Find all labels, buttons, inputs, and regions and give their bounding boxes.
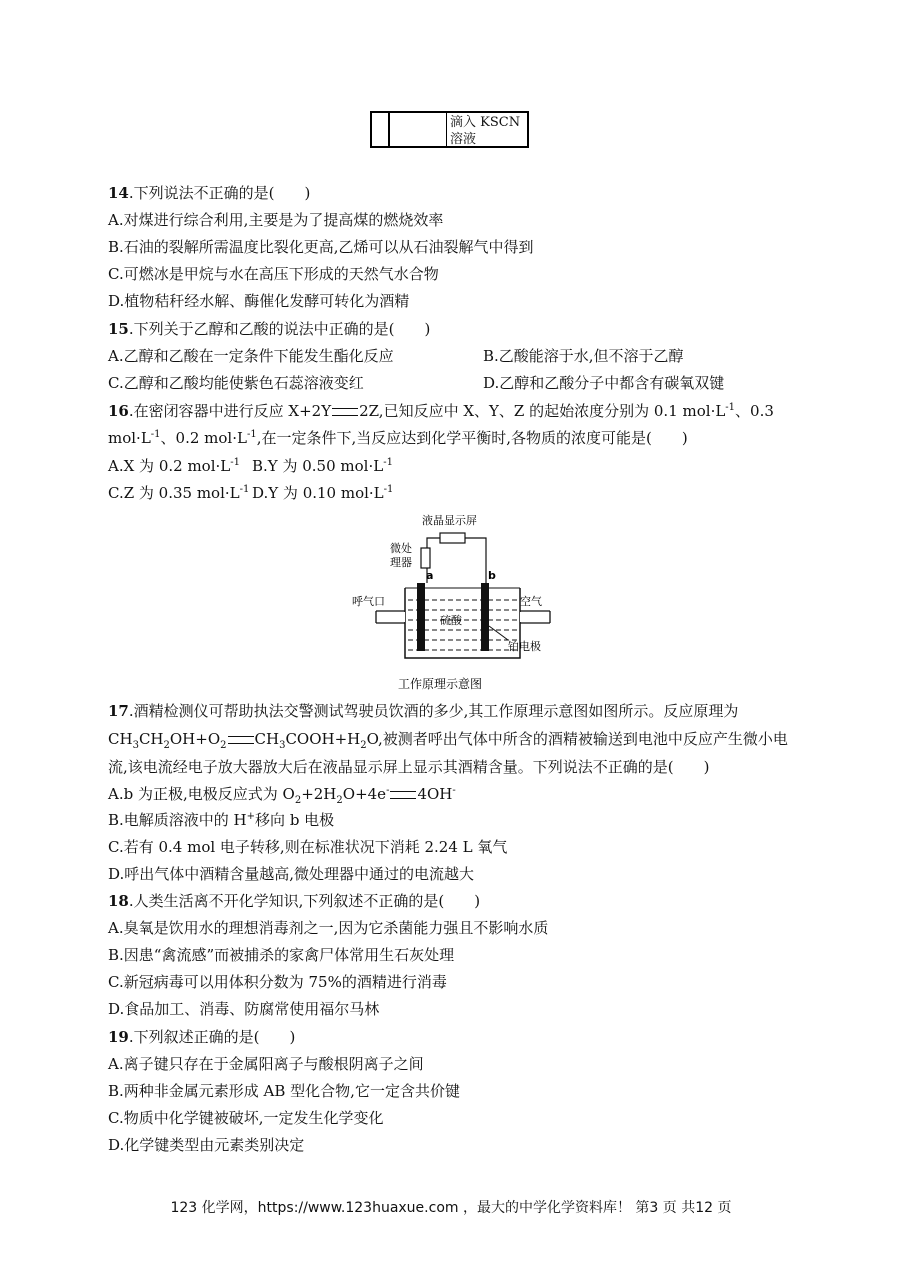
q18-option-b: B.因患“禽流感”而被捕杀的家禽尸体常用生石灰处理 [108, 946, 455, 964]
question-text: .人类生活离不开化学知识,下列叙述不正确的是( ) [128, 892, 481, 910]
q19-option-d: D.化学键类型由元素类别决定 [108, 1136, 305, 1154]
question-14-stem [108, 183, 310, 203]
table-cell-reagent [450, 114, 520, 148]
question-16-stem-line-1 [108, 401, 774, 421]
q17-b-text-2: 移向 b 电极 [255, 811, 335, 829]
q14-option-b: B.石油的裂解所需温度比裂化更高,乙烯可以从石油裂解气中得到 [108, 238, 534, 256]
question-19-stem [108, 1027, 295, 1047]
q17-a-text-1: A.b 为正极,电极反应式为 O [108, 785, 295, 803]
q14-option-a: A.对煤进行综合利用,主要是为了提高煤的燃烧效率 [108, 211, 444, 229]
q17-sup: - [386, 785, 390, 796]
table-cell-line-2: 溶液 [450, 132, 477, 147]
q17-a-text-3: O+4e [342, 785, 387, 803]
q17-sub: 3 [132, 740, 139, 751]
microprocessor-label-2: 理器 [390, 556, 412, 569]
q17-b-text-1: B.电解质溶液中的 H [108, 811, 247, 829]
q14-option-d: D.植物秸秆经水解、酶催化发酵可转化为酒精 [108, 292, 410, 310]
question-17-stem-line-3: 流,该电流经电子放大器放大后在液晶显示屏上显示其酒精含量。下列说法不正确的是( ) [108, 758, 710, 776]
q18-option-a: A.臭氧是饮用水的理想消毒剂之一,因为它杀菌能力强且不影响水质 [108, 919, 549, 937]
q17-sub: 2 [294, 795, 302, 806]
q17-sub: 2 [360, 740, 367, 751]
q17-formula-1: CH [108, 730, 133, 748]
q15-option-c: C.乙醇和乙酸均能使紫色石蕊溶液变红 [108, 374, 364, 392]
fuel-cell-diagram [340, 508, 580, 698]
air-label: 空气 [520, 595, 542, 608]
q14-option-c: C.可燃冰是甲烷与水在高压下形成的天然气水合物 [108, 265, 439, 283]
equals-arrow-icon [390, 791, 416, 799]
q19-option-b: B.两种非金属元素形成 AB 型化合物,它一定含共价键 [108, 1082, 460, 1100]
electrode-b [481, 583, 489, 651]
breath-pipe-fill [377, 612, 405, 622]
q17-a-text-4: 4OH [417, 785, 453, 803]
q16-sup: -1 [230, 457, 240, 468]
question-number: 14 [108, 184, 129, 202]
q17-sub: 2 [163, 740, 170, 751]
q17-formula-2: CH [138, 730, 164, 748]
electrode-a [417, 583, 425, 651]
microprocessor-icon [421, 548, 430, 568]
q17-option-d: D.呼出气体中酒精含量越高,微处理器中通过的电流越大 [108, 865, 475, 883]
platinum-electrode-label: 铂电极 [508, 640, 541, 653]
q16-option-b [252, 456, 393, 476]
q16-text-a: .在密闭容器中进行反应 X+2Y [128, 402, 332, 420]
q17-sup: - [452, 785, 456, 796]
electrode-b-label: b [488, 569, 496, 582]
lcd-label: 液晶显示屏 [422, 514, 477, 527]
q16-sup: -1 [383, 457, 393, 468]
q17-formula-3: OH+O [169, 730, 221, 748]
q17-sub: 3 [279, 740, 286, 751]
table-cell-empty-2 [388, 113, 447, 146]
q16-sup: -1 [150, 429, 161, 440]
q17-sup: + [246, 811, 256, 822]
question-text: .下列叙述正确的是( ) [128, 1028, 296, 1046]
q16-sup: -1 [246, 429, 257, 440]
q16-text-c: 、0.3 [735, 402, 774, 420]
question-15-stem [108, 319, 430, 339]
q15-option-a: A.乙醇和乙酸在一定条件下能发生酯化反应 [108, 347, 394, 365]
q15-option-b: B.乙酸能溶于水,但不溶于乙醇 [483, 347, 684, 365]
q19-option-c: C.物质中化学键被破坏,一定发生化学变化 [108, 1109, 384, 1127]
q16-option-b-text: B.Y 为 0.50 mol·L [252, 457, 384, 475]
q16-option-d-text: D.Y 为 0.10 mol·L [252, 484, 384, 502]
table-cell-line-1: 滴入 KSCN [450, 115, 521, 130]
question-18-stem [108, 891, 480, 911]
reagent-table [370, 111, 529, 148]
q17-formula-4: CH [254, 730, 280, 748]
figure-caption: 工作原理示意图 [398, 677, 483, 691]
q17-sub: 2 [336, 795, 343, 806]
q16-sup: -1 [725, 402, 736, 413]
q16-option-a-text: A.X 为 0.2 mol·L [108, 457, 231, 475]
q16-line2-a: mol·L [108, 429, 151, 447]
q17-option-c: C.若有 0.4 mol 电子转移,则在标准状况下消耗 2.24 L 氧气 [108, 838, 508, 856]
q16-sup: -1 [239, 484, 250, 495]
question-number: 15 [108, 320, 129, 338]
question-text: .下列说法不正确的是( ) [128, 184, 311, 202]
question-17-stem-line-1 [108, 701, 738, 721]
q18-option-c: C.新冠病毒可以用体积分数为 75%的酒精进行消毒 [108, 973, 447, 991]
q17-formula-6: O,被测者呼出气体中所含的酒精被输送到电池中反应产生微小电 [366, 730, 788, 748]
microprocessor-label-1: 微处 [390, 542, 412, 555]
sulfuric-acid-label: 硫酸 [440, 614, 462, 627]
lcd-icon [440, 533, 465, 543]
circuit-wire [427, 538, 486, 583]
q16-sup: -1 [383, 484, 394, 495]
electrode-a-label: a [426, 569, 434, 582]
q19-option-a: A.离子键只存在于金属阳离子与酸根阴离子之间 [108, 1055, 424, 1073]
question-16-stem-line-2 [108, 428, 688, 448]
q16-line2-c: ,在一定条件下,当反应达到化学平衡时,各物质的浓度可能是( ) [256, 429, 688, 447]
question-17-stem-line-2 [108, 729, 788, 749]
q16-option-a [108, 456, 240, 476]
question-text: .下列关于乙醇和乙酸的说法中正确的是( ) [128, 320, 431, 338]
q17-formula-5: COOH+H [285, 730, 361, 748]
question-number: 17 [108, 702, 129, 720]
q17-sub: 2 [220, 740, 227, 751]
q15-option-d: D.乙醇和乙酸分子中都含有碳氧双键 [483, 374, 725, 392]
q16-option-c [108, 483, 249, 503]
breath-port-label: 呼气口 [352, 595, 385, 608]
q18-option-d: D.食品加工、消毒、防腐常使用福尔马林 [108, 1000, 380, 1018]
q16-line2-b: 、0.2 mol·L [160, 429, 247, 447]
question-number: 16 [108, 402, 129, 420]
q17-option-a [108, 784, 456, 804]
q17-a-text-2: +2H [301, 785, 337, 803]
page-footer: 123 化学网，https://www.123huaxue.com ，最大的中学化学资料库！ 第3 页 共12 页 [170, 1200, 732, 1216]
q17-option-b [108, 810, 334, 830]
q16-option-d [252, 483, 393, 503]
q16-option-c-text: C.Z 为 0.35 mol·L [108, 484, 240, 502]
question-number: 18 [108, 892, 129, 910]
air-pipe-fill [520, 612, 549, 622]
q16-text-b: 2Z,已知反应中 X、Y、Z 的起始浓度分别为 0.1 mol·L [359, 402, 726, 420]
pt-pointer [489, 626, 508, 640]
question-number: 19 [108, 1028, 129, 1046]
question-text: .酒精检测仪可帮助执法交警测试驾驶员饮酒的多少,其工作原理示意图如图所示。反应原理为 [128, 702, 739, 720]
equals-arrow-icon [228, 736, 254, 744]
equilibrium-arrow-icon [332, 408, 358, 416]
